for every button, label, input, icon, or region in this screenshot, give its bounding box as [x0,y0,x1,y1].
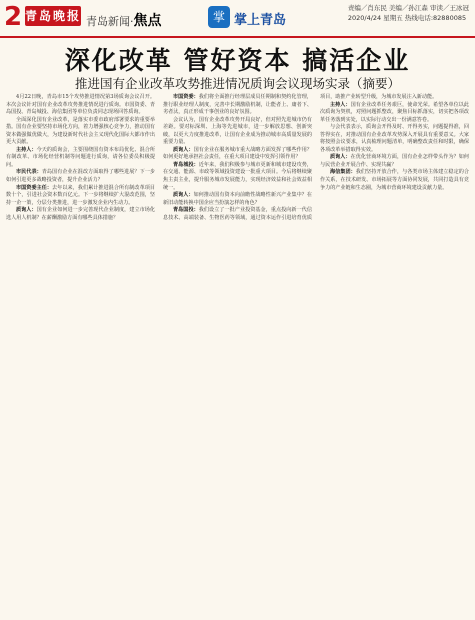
speaker-label: 海信集团： [330,169,356,176]
app-icon: 掌 [208,6,230,28]
speaker-label: 主持人： [16,146,37,153]
article-paragraph: 全面深化国有企业改革，是落实市委市政府部署要求的重要举措。国有企业要坚持市场化方向，着力增强核心竞争力，推动国有资本做强做优做大，为建设新时代社会主义现代化国际大都市作出更大贡献。 [6,116,155,146]
article-paragraph: 市民代表：青岛国有企业在混改方面取得了哪些进展？下一步如何引进更多战略投资者，提升企业活力？ [6,169,155,184]
article-paragraph: 主持人：今天的质询会，主要围绕国有资本布局优化、混合所有制改革、市场化经营机制等问题进行质询，请各位委员积极提问。 [6,146,155,168]
page-header [0,0,475,38]
header-meta [348,3,469,23]
date-hotline [348,13,469,23]
article-paragraph: 质询人：国有企业如何进一步完善现代企业制度，建立市场化选人用人机制？在薪酬激励方面有哪些具体措施？ [6,207,155,221]
speaker-label: 质询人： [173,146,194,153]
speaker-label: 主持人： [330,101,351,108]
speaker-label: 市国资委主任： [16,184,53,191]
article-title: 深化改革 管好资本 搞活企业 [64,46,411,75]
article-paragraph: 主持人：国有企业改革任务艰巨，使命光荣。希望各单位以此次质询为契机，对照问题抓整改，聚焦目标抓落实，切实把各项改革任务落到实处，以实际行动交出一份满意答卷。 [320,101,469,123]
issue-date: 2020/4/24 星期五 [347,14,403,22]
page-number: 2 [4,2,23,32]
article-paragraph: 市国资委：我们将全面推行经理层成员任期制和契约化管理，推行职业经理人制度，完善中长期激励机制，让能者上、庸者下、劣者汰，真正形成干事创业的良好氛围。 [163,94,312,116]
article-paragraph: 海信集团：我们坚持开放合作，与各类市场主体建立稳定的合作关系，在技术研发、市场拓展等方面协同发展，共同打造具有竞争力的产业链和生态圈，为城市营商环境建设贡献力量。 [320,169,469,191]
section-prefix: 青岛新闻· [86,15,134,28]
article-paragraph: 市国资委主任：去年以来，我们累计推进混合所有制改革项目数十个，引进社会资本数百亿元。下一步将继续扩大混改范围，坚持一企一策，分层分类推进，进一步激发企业内生动力。 [6,184,155,206]
article-paragraph: 青岛国投：我们设立了一批产业投资基金，重点投向新一代信息技术、高端装备、生物医药等领域，通过资本运作引进培育优质项目，助推产业转型升级，为城市发展注入新动能。 [163,94,438,221]
article-body [6,94,469,614]
hotline: 热线电话:82880085 [404,14,467,22]
speaker-label: 青岛国投： [173,207,199,214]
speaker-label: 市国资委： [173,94,199,100]
section-label [86,10,162,30]
article-paragraph: 质询人：如何推动国有资本向前瞻性战略性新兴产业集中？在新旧动能转换中国企应当扮演怎样的角色？ [163,192,312,206]
section-name: 焦点 [133,13,162,29]
speaker-label: 市民代表： [16,169,42,176]
article-paragraph: 与会代表表示，质询会开得及时、开得务实，问题提得准，回答得实在，对推动国有企业改革攻势深入开展具有重要意义。大家将按照会议要求，认真梳理问题清单，明确整改责任和时限，确保各项改革举措取得实效。 [320,124,469,153]
newspaper-logo: 青岛晚报 [25,6,81,26]
article-paragraph: 会议认为，国有企业改革攻势开局良好，但对照先进城市仍有差距。要对标深圳、上海等先进城市，进一步解放思想、创新突破，以更大力度推进改革，让国有企业成为推动城市高质量发展的重要力量。 [163,116,312,146]
article-paragraph: 青岛城投：近年来，我们积极参与城市更新和城市建设攻势，在交通、能源、市政等领域投资建设一批重大项目。今后将继续聚焦主责主业，提升服务城市发展能力，实现经济效益和社会效益相统一。 [163,161,312,191]
article-paragraph: 4月22日晚，青岛市15个攻势推进情况第3场质询会议召开。本次会议针对国有企业改革攻势推进情况进行质询。市国资委、青岛国投、青岛城投、海信集团等单位负责同志现场回答质询。 [6,94,155,116]
app-name: 掌上青岛 [234,13,287,28]
editor-credits: 责编／肖东民 美编／孙江森 审读／王冰冠 [347,4,469,12]
article-paragraph: 质询人：国有企业在服务城市重大战略方面发挥了哪些作用？如何更好地承担社会责任，在重大项目建设中发挥引领作用？ [163,146,312,161]
speaker-label: 青岛城投： [173,161,199,168]
article-paragraph: 质询人：在优化营商环境方面，国有企业怎样带头作为？如何与民营企业开展合作、实现共赢？ [320,154,469,168]
article-subtitle: 推进国有企业改革攻势推进情况质询会议现场实录（摘要） [74,76,400,91]
speaker-label: 质询人： [173,192,194,199]
speaker-label: 质询人： [16,207,37,214]
speaker-label: 质询人： [330,154,351,161]
